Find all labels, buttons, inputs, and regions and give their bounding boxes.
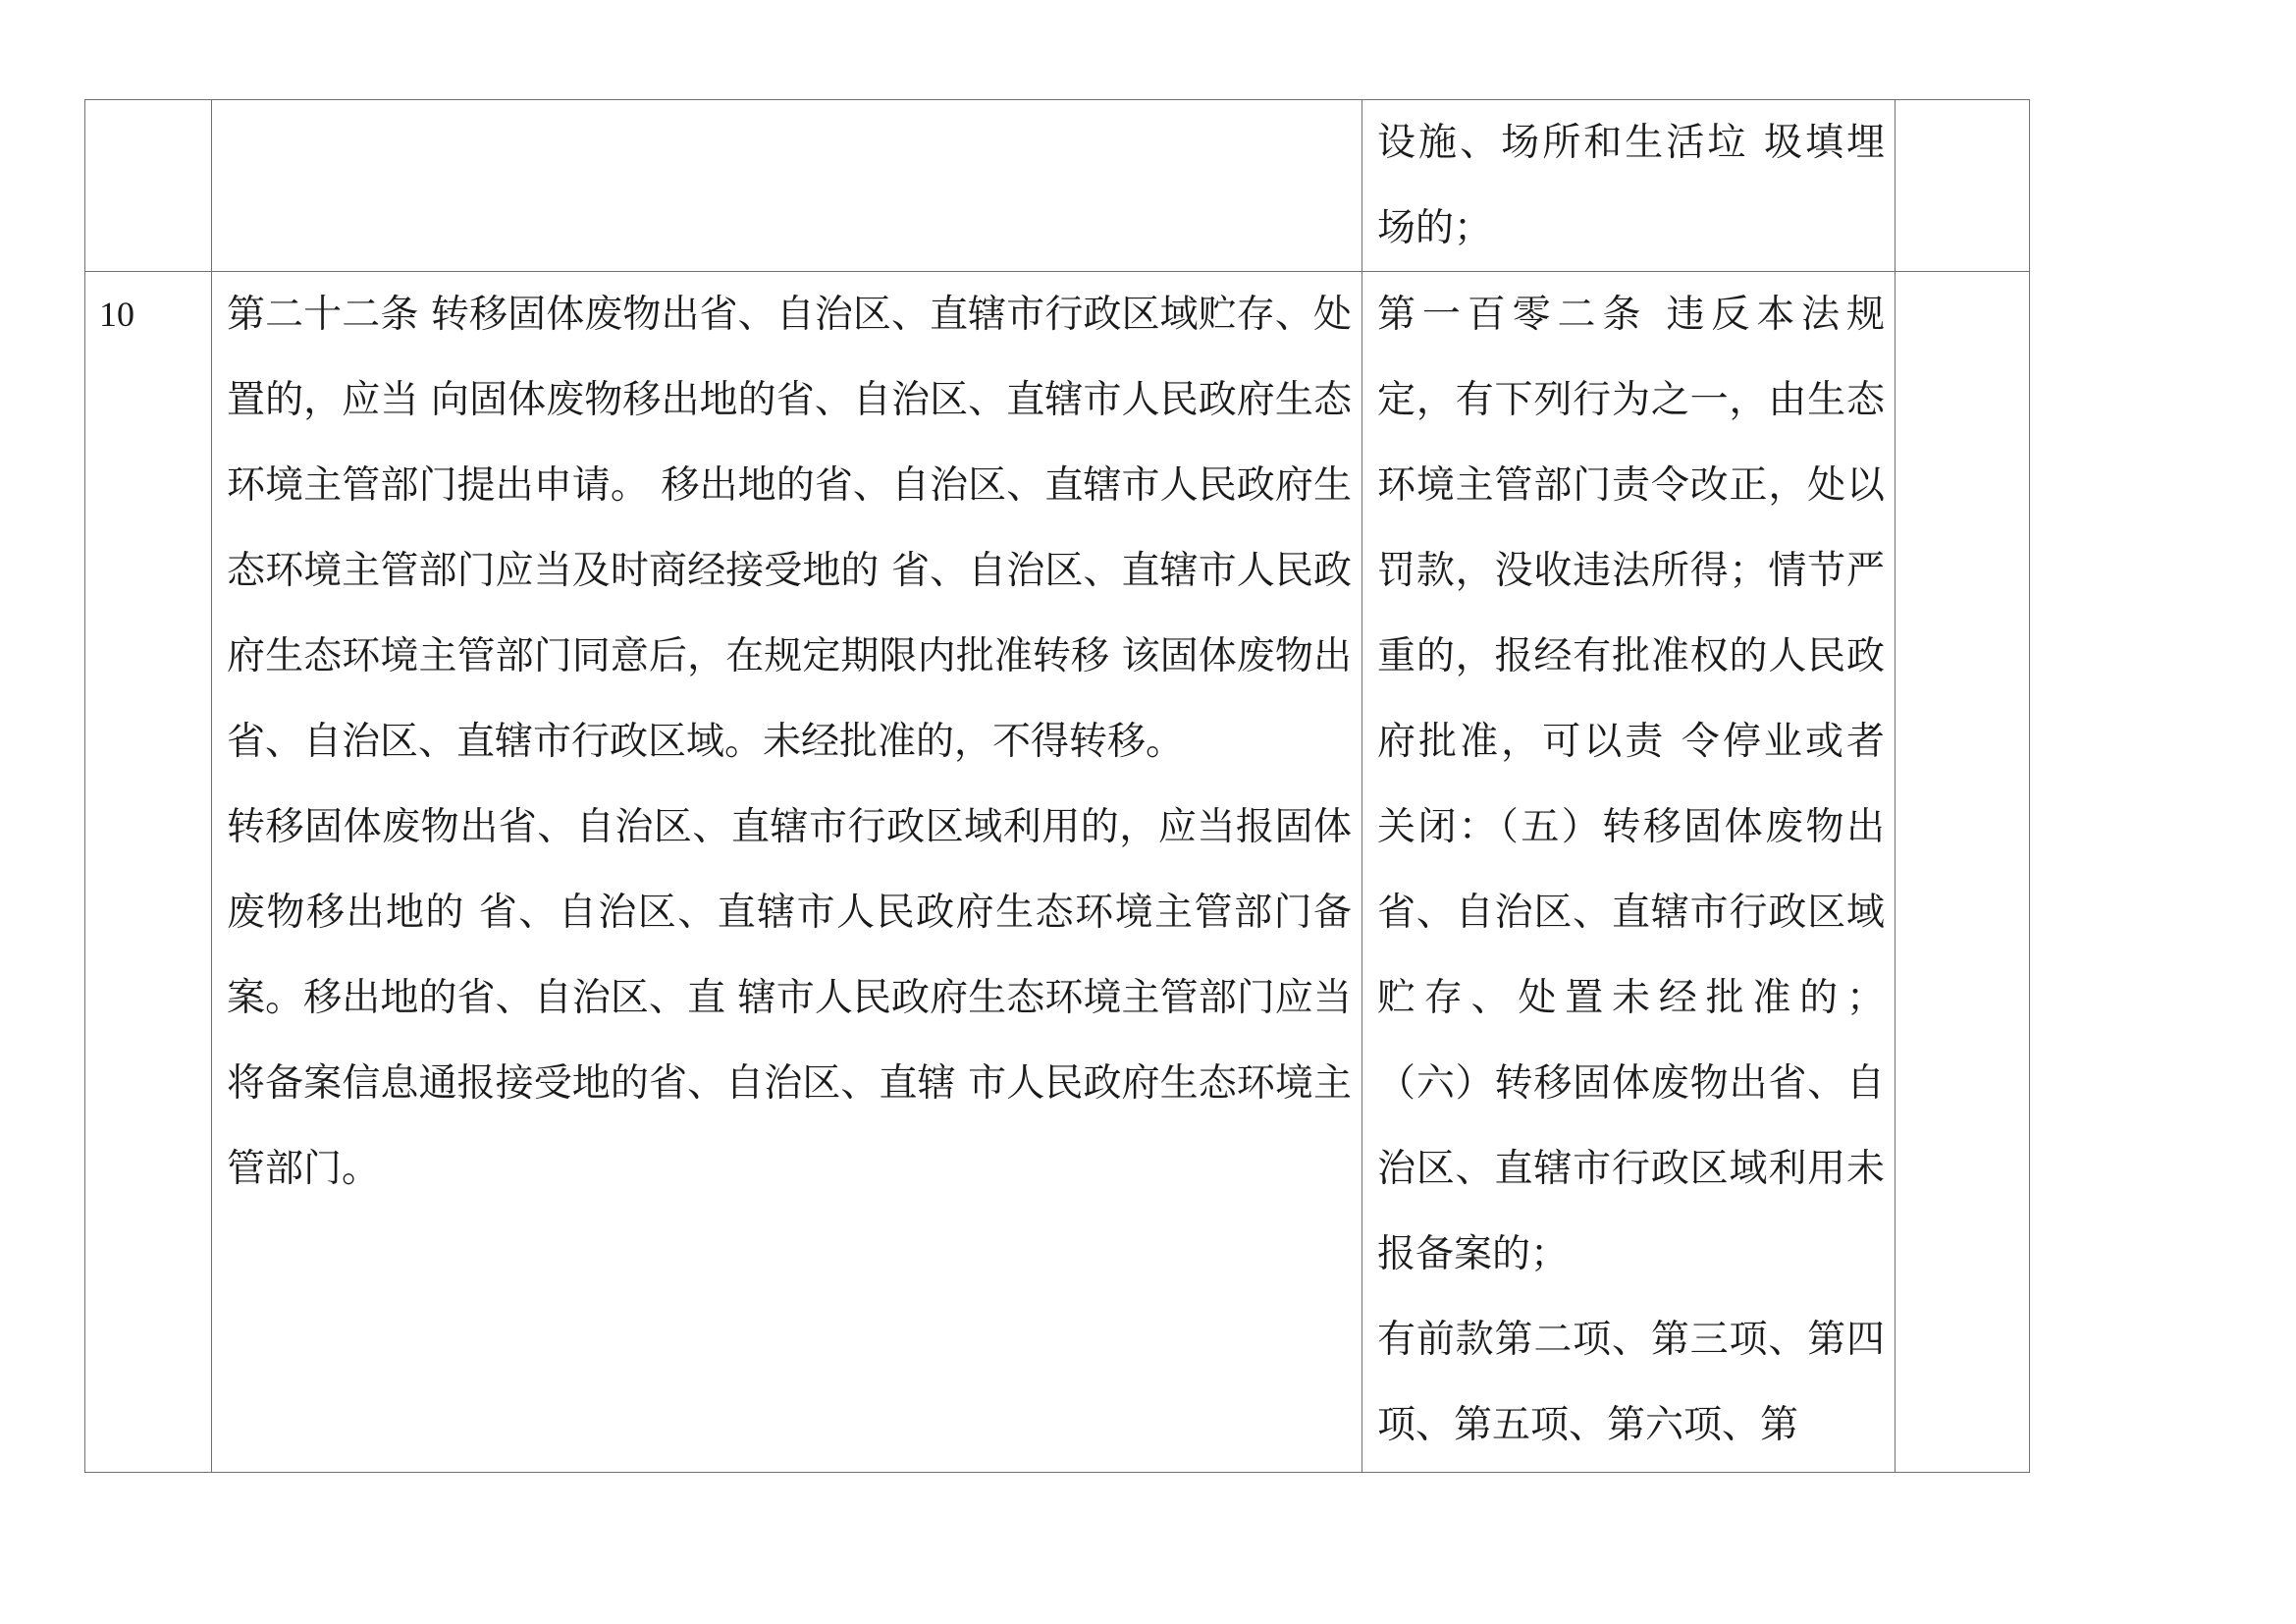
penalty-text-cell <box>1362 100 1896 272</box>
document-table <box>84 99 2030 1473</box>
article-text-cell <box>212 272 1362 1473</box>
row-number-cell: 10 <box>85 272 212 1473</box>
article-text-cell <box>212 100 1362 272</box>
notes-cell <box>1896 100 2030 272</box>
table-row <box>85 272 2030 1473</box>
article-paragraph: 第二十二条 转移固体废物出省、自治区、直辖市行政区域贮存、处置的，应当 向固体废物移出地的省、自治区、直辖市人民政府生态环境主管部门提出申请。 移出地的省、自治区、直辖市人民政府生态环境主管部门应当及时商经接受地的 省、自治区、直辖市人民政府生态环境主管部门同意后，在规定期限内批准转移 该固体废物出省、自治区、直辖市行政区域。未经批准的，不得转移。 <box>227 293 1352 764</box>
penalty-text-cell <box>1362 272 1896 1473</box>
table-row <box>85 100 2030 272</box>
penalty-paragraph: 有前款第二项、第三项、第四项、第五项、第六项、第 <box>1377 1318 1885 1447</box>
notes-cell <box>1896 272 2030 1473</box>
penalty-paragraph: 设施、场所和生活垃 圾填埋场的； <box>1377 121 1885 250</box>
article-paragraph: 转移固体废物出省、自治区、直辖市行政区域利用的，应当报固体废物移出地的 省、自治区、直辖市人民政府生态环境主管部门备案。移出地的省、自治区、直 辖市人民政府生态环境主管部门应当将备案信息通报接受地的省、自治区、直辖 市人民政府生态环境主管部门。 <box>227 805 1352 1191</box>
row-number-cell <box>85 100 212 272</box>
penalty-paragraph: 第一百零二条 违反本法规定，有下列行为之一，由生态环境主管部门责令改正，处以罚款，没收违法所得；情节严重的，报经有批准权的人民政府批准，可以责 令停业或者关闭：（五）转移固体废物出省、自治区、直辖市行政区域贮存、处置未经批准的； （六）转移固体废物出省、自治区、直辖市行政区域利用未报备案的； <box>1377 293 1885 1276</box>
